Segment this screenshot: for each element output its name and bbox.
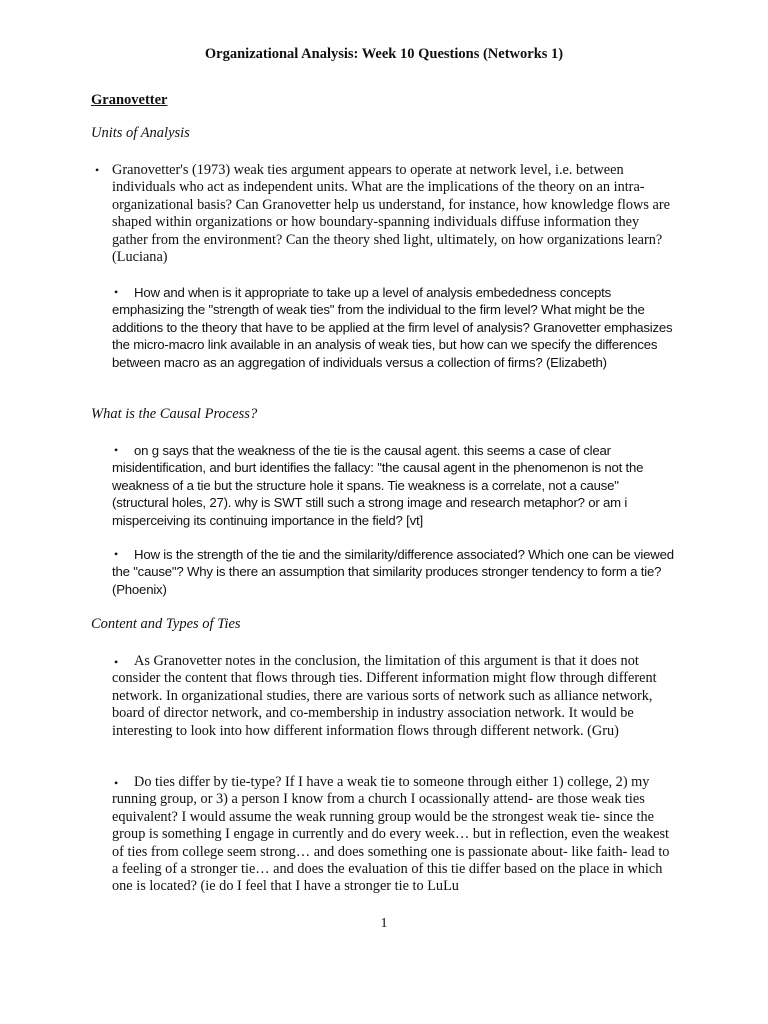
question-paragraph: How is the strength of the tie and the similarity/difference associated? Which one can be viewed the "cause"? Why is there an assumption that similarity produces stronger tendency to form a tie? (Phoenix): [112, 547, 674, 597]
question-paragraph: on g says that the weakness of the tie is the causal agent. this seems a case of clear misidentification, and burt identifies the fallacy: "the causal agent in the phenomenon is not the weakness of a tie but the structure hole it spans. Tie weakness is a correlate, not a cause" (structural holes, 27). why is SWT still such a strong image and research metaphor? or am i misperceiving its continuing importance in the field? [vt]: [112, 443, 644, 528]
bullet-icon: •: [114, 443, 119, 457]
section-heading-granovetter: Granovetter: [91, 92, 168, 108]
subheading-content-types: Content and Types of Ties: [91, 616, 241, 632]
bullet-icon: •: [114, 285, 119, 299]
subheading-units-of-analysis: Units of Analysis: [91, 125, 190, 141]
question-paragraph: Do ties differ by tie-type? If I have a weak tie to someone through either 1) college, 2) my running group, or 3) a person I know from a church I ocassionally attend- are those weak ties equivalent? I would assume the weak running group would be the strongest weak tie- since the group is something I engage in currently and do every week… but in reflection, even the weakest of ties from college seem strong… and does something one is passionate about- like faith- lead to a feeling of a stronger tie… and does the evaluation of this tie differ based on the place in which one is located? (ie do I feel that I have a stronger tie to LuLu: [112, 774, 670, 895]
question-paragraph: As Granovetter notes in the conclusion, the limitation of this argument is that it does not consider the content that flows through ties. Different information might flow through different network. In organizational studies, there are various sorts of network such as alliance network, board of director network, and co-membership in industry association network. It would be interesting to look into how different information flows through different network. (Gru): [112, 653, 657, 739]
question-paragraph: Granovetter's (1973) weak ties argument appears to operate at network level, i.e. between individuals who act as independent units. What are the implications of the theory on an intra-organizational basis? Can Granovetter help us understand, for instance, how knowledge flows are shaped within organizations or how boundary-spanning individuals diffuse information they gather from the environment? Can the theory shed light, ultimately, on how organizations learn? (Luciana): [112, 162, 670, 266]
bullet-icon: •: [95, 163, 100, 177]
page-number: 1: [380, 916, 388, 931]
subheading-causal-process: What is the Causal Process?: [91, 406, 258, 422]
page-title: Organizational Analysis: Week 10 Questions (Networks 1): [204, 46, 564, 62]
question-paragraph: How and when is it appropriate to take up a level of analysis embededness concepts emphasizing the "strength of weak ties" from the individual to the firm level? What might be the additions to the theory that have to be applied at the firm level of analysis? Granovetter emphasizes the micro-macro link available in an analysis of weak ties, but how can we specify the differences between macro as an aggregation of individuals versus a collection of firms? (Elizabeth): [112, 285, 673, 370]
bullet-icon: •: [114, 547, 119, 561]
bullet-icon: •: [114, 655, 119, 669]
bullet-icon: •: [114, 776, 119, 790]
